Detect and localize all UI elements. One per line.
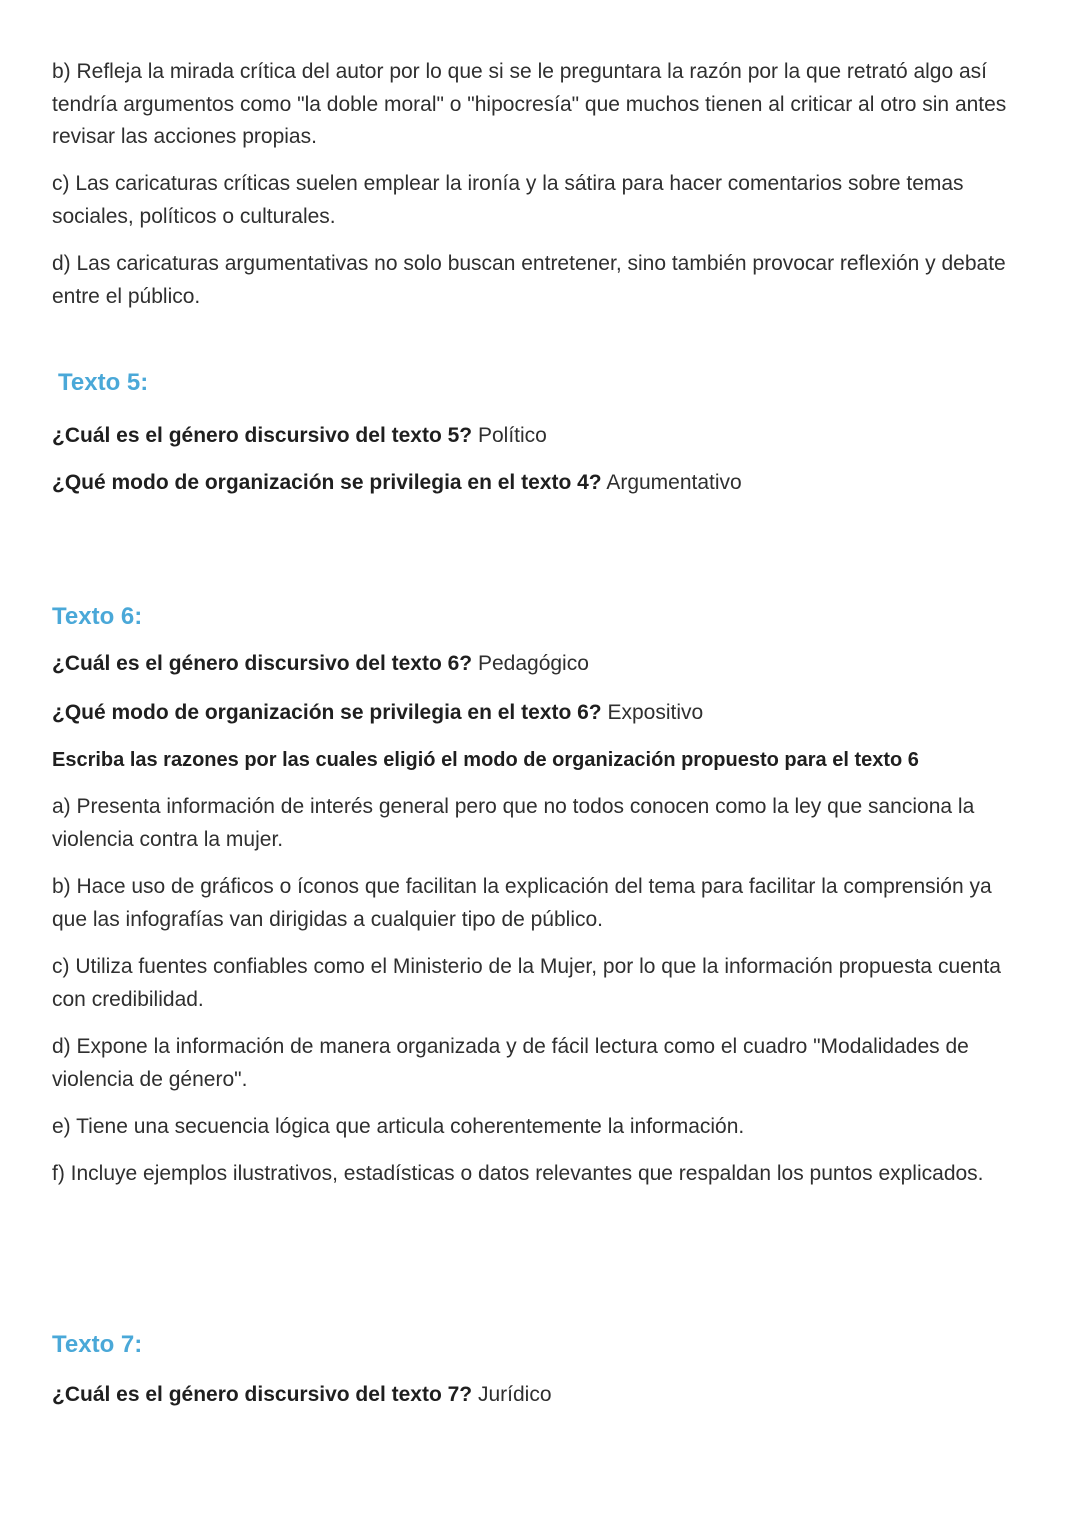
section-heading-texto-5: Texto 5: [58,369,149,396]
paragraph-item-a: a) Presenta información de interés general pero que no todos conocen como la ley que sanciona la violencia contra la mujer. [52,795,975,851]
question-genre-texto-5 [52,421,1052,451]
question-genre-texto-7 [52,1380,1052,1410]
answer-value: Expositivo [607,701,704,724]
question-label: ¿Cuál es el género discursivo del texto 6? [52,652,473,675]
paragraph-item-b: b) Refleja la mirada crítica del autor por lo que si se le preguntara la razón por la que retrató algo así tendría argumentos como "la doble moral" o "hipocresía" que muchos tienen al criticar al otro sin antes revisar las acciones propias. [52,60,1007,148]
answer-value: Político [477,424,547,447]
paragraph-item-f: f) Incluye ejemplos ilustrativos, estadísticas o datos relevantes que respaldan los puntos explicados. [52,1162,984,1185]
paragraph-item-d: d) Las caricaturas argumentativas no solo buscan entretener, sino también provocar reflexión y debate entre el público. [52,252,1006,308]
question-genre-texto-6 [52,649,1052,679]
paragraph-item-c: c) Las caricaturas críticas suelen emplear la ironía y la sátira para hacer comentarios sobre temas sociales, políticos o culturales. [52,172,964,228]
paragraph-item-e: e) Tiene una secuencia lógica que articula coherentemente la información. [52,1115,745,1138]
answer-value: Jurídico [477,1383,552,1406]
question-label: ¿Qué modo de organización se privilegia en el texto 4? [52,471,602,494]
paragraph-item-c: c) Utiliza fuentes confiables como el Ministerio de la Mujer, por lo que la información propuesta cuenta con credibilidad. [52,955,1001,1011]
section-heading-texto-7: Texto 7: [52,1331,143,1358]
question-label: ¿Cuál es el género discursivo del texto 7? [52,1383,473,1406]
paragraph-item-d: d) Expone la información de manera organizada y de fácil lectura como el cuadro "Modalidades de violencia de género". [52,1035,969,1091]
question-mode-texto-5 [52,468,1052,498]
question-mode-texto-6 [52,698,1052,728]
answer-value: Argumentativo [606,471,742,494]
question-label: ¿Cuál es el género discursivo del texto 5? [52,424,473,447]
reasons-prompt: Escriba las razones por las cuales eligió el modo de organización propuesto para el texto 6 [52,749,919,771]
paragraph-item-b: b) Hace uso de gráficos o íconos que facilitan la explicación del tema para facilitar la comprensión ya que las infografías van dirigidas a cualquier tipo de público. [52,875,992,931]
answer-value: Pedagógico [477,652,589,675]
question-label: ¿Qué modo de organización se privilegia en el texto 6? [52,701,602,724]
section-heading-texto-6: Texto 6: [52,603,143,630]
